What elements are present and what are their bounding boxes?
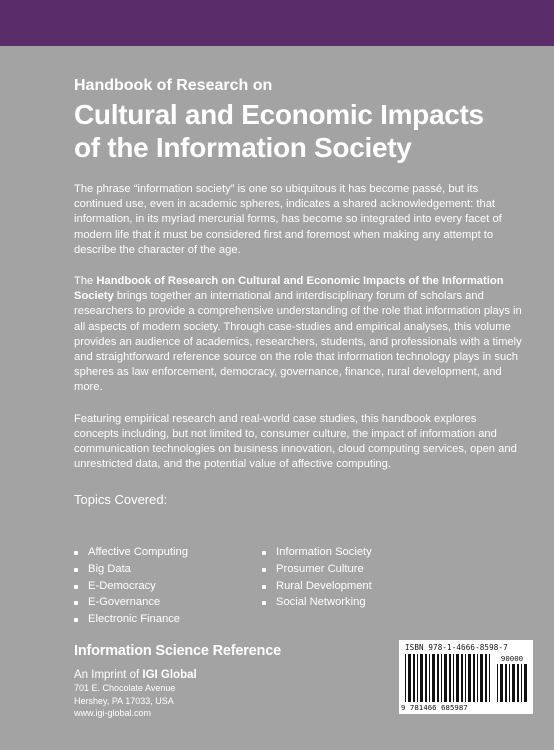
top-purple-band (0, 0, 554, 46)
topic-item: E-Democracy (74, 578, 262, 595)
barcode-addon-number: 90000 (500, 654, 524, 663)
title-line-2: of the Information Society (74, 132, 412, 163)
barcode-stripe (465, 654, 466, 702)
topic-item: Information Society (262, 544, 450, 561)
barcode-stripe (517, 664, 519, 702)
barcode-stripe (461, 654, 463, 702)
publisher-block (74, 642, 354, 720)
description-paragraph-2 (74, 274, 524, 396)
barcode-stripe (432, 654, 435, 702)
isbn-barcode (399, 640, 533, 714)
topic-item: Big Data (74, 561, 262, 578)
barcode-stripe (524, 664, 527, 702)
title-line-1: Cultural and Economic Impacts (74, 99, 484, 130)
address-line-2: Hershey, PA 17033, USA (74, 695, 174, 706)
para2-book-name: Handbook of Research on Cultural and Economic Impacts of the Information Society (74, 275, 504, 303)
barcode-stripe (441, 654, 442, 702)
topic-item: Electronic Finance (74, 611, 262, 628)
topics-column-left (74, 544, 262, 628)
barcode-stripe (497, 664, 498, 702)
para2-prefix: The (74, 275, 97, 288)
barcode-bars (405, 654, 493, 702)
barcode-stripe (429, 654, 430, 702)
imprint-line (74, 668, 354, 682)
imprint-name: IGI Global (142, 669, 197, 681)
imprint-prefix: An Imprint of (74, 669, 143, 681)
topic-item: Rural Development (262, 578, 450, 595)
barcode-stripe (505, 664, 507, 702)
barcode-stripe (413, 654, 415, 702)
isbn-text: ISBN 978-1-4666-8598-7 (405, 643, 508, 652)
publisher-name: Information Science Reference (74, 643, 281, 659)
description-paragraph-1: The phrase “information society” is one so ubiquitous it has become passé, but its continued use, even in academic spheres, indicates a shared acknowledgement: that information, in its myriad mercurial forms, has become so integrated into every facet of modern life that it must be considered first and foremost when making any attempt to describe the character of the age. (74, 183, 502, 256)
barcode-stripe (473, 654, 475, 702)
barcode-stripe (489, 654, 490, 702)
barcode-stripe (456, 654, 459, 702)
topic-item: E-Governance (74, 594, 262, 611)
website: www.igi-global.com (74, 708, 152, 718)
topic-item: Prosumer Culture (262, 561, 450, 578)
barcode-stripe (477, 654, 478, 702)
topic-item: Social Networking (262, 594, 450, 611)
barcode-stripe (453, 654, 454, 702)
barcode-number: 9 781466 685987 (401, 703, 468, 712)
barcode-stripe (405, 654, 406, 702)
para2-text: brings together an international and interdisciplinary forum of scholars and researchers to provide a comprehensive understanding of the role that information plays in all aspects of modern society. Through case-studies and empirical analyses, this volume provides an audience of academics, researchers, students, and professionals with a timely and straightforward reference source on the role that information technology plays in such spheres as law enforcement, democracy, governance, finance, rural development, and more. (74, 290, 522, 394)
barcode-stripe (500, 664, 503, 702)
barcode-stripe (480, 654, 483, 702)
barcode-stripe (485, 654, 487, 702)
back-cover-content (74, 76, 524, 508)
title-kicker: Handbook of Research on (74, 77, 273, 94)
topics-list (74, 544, 494, 628)
barcode-stripe (417, 654, 418, 702)
barcode-stripe (521, 664, 522, 702)
topic-item: Affective Computing (74, 544, 262, 561)
address-line-1: 701 E. Chocolate Avenue (74, 683, 176, 693)
barcode-stripe (512, 664, 515, 702)
barcode-addon-bars (497, 664, 529, 702)
barcode-stripe (420, 654, 423, 702)
barcode-stripe (425, 654, 427, 702)
barcode-stripe (408, 654, 411, 702)
topics-column-right (262, 544, 450, 628)
topics-heading: Topics Covered: (74, 492, 168, 508)
barcode-stripe (437, 654, 439, 702)
barcode-stripe (449, 654, 451, 702)
barcode-stripe (444, 654, 447, 702)
description-paragraph-3: Featuring empirical research and real-world case studies, this handbook explores concepts including, but not limited to, consumer culture, the impact of information and communication technologies on business innovation, cloud computing services, open and unrestricted data, and the potential value of affective computing. (74, 412, 517, 471)
barcode-stripe (509, 664, 510, 702)
barcode-stripe (468, 654, 471, 702)
book-title (74, 98, 524, 164)
